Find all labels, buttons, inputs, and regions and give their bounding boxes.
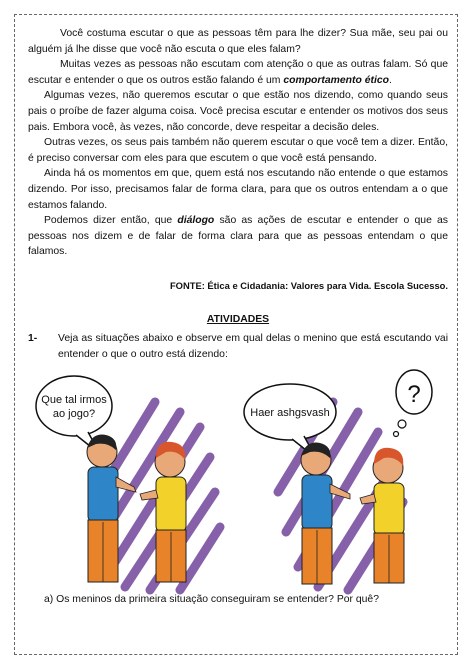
paragraph-6-text: Podemos dizer então, que xyxy=(44,215,178,227)
source-citation: FONTE: Ética e Cidadania: Valores para Vida. Escola Sucesso. xyxy=(169,279,448,291)
paragraph-2-text: Muitas vezes as pessoas não escutam com atenção o que as outras falam. Só que escutar e entender o que os outros estão falando é um xyxy=(28,59,448,86)
paragraph-1 xyxy=(28,26,448,57)
paragraph-2 xyxy=(28,57,448,88)
thought-bubble xyxy=(394,370,433,437)
paragraph-4-text: Outras vezes, os seus pais também não querem escutar o que você tem a dizer. Então, é preciso conversar com eles para que escutem o que você está pensando. xyxy=(28,137,448,164)
paragraph-3 xyxy=(28,88,448,135)
question-1-text: Veja as situações abaixo e observe em qual delas o menino que está escutando vai entender o que o outro está dizendo: xyxy=(58,333,448,360)
bubble-left-line-2: ao jogo? xyxy=(52,408,96,420)
paragraph-5-text: Ainda há os momentos em que, quem está nos escutando não entende o que estamos dizendo. Por isso, precisamos falar de forma clara, para que os outros entendam a o que estamos falando. xyxy=(28,168,448,211)
scene-understanding xyxy=(30,372,235,592)
question-mark: ? xyxy=(407,381,421,408)
ethical-behavior-term: comportamento ético xyxy=(283,74,389,86)
paragraph-2-end: . xyxy=(388,74,392,86)
paragraph-4 xyxy=(28,135,448,166)
paragraph-6-end: são as ações de escutar e entender o que as pessoas nos dizem e de falar de forma clara para que as pessoas entendam o que falamos. xyxy=(28,215,448,258)
question-a: a) Os meninos da primeira situação conseguiram se entender? Por quê? xyxy=(44,594,379,605)
paragraph-6 xyxy=(28,213,448,260)
dialogue-term: diálogo xyxy=(177,215,215,227)
scene-not-understanding xyxy=(238,372,443,592)
question-1-number: 1- xyxy=(28,333,38,345)
scene-not-understanding-illustration xyxy=(238,372,443,592)
boy-speaking-blue xyxy=(301,443,350,584)
question-1 xyxy=(28,331,448,362)
boy-speaking-blue xyxy=(87,435,136,582)
paragraph-5 xyxy=(28,166,448,213)
scene-understanding-illustration xyxy=(30,372,235,592)
document-body xyxy=(28,26,448,362)
paragraph-1-text: Você costuma escutar o que as pessoas têm para lhe dizer? Sua mãe, seu pai ou alguém já lhe disse que você não escuta o que eles falam? xyxy=(28,28,448,55)
paragraph-3-text: Algumas vezes, não queremos escutar o que estão nos dizendo, como quando seus pais o proíbe de fazer alguma coisa. Você precisa escutar e entender os motivos dos seus pais. Embora você, às vezes, não concorde, deve respeitar a decisão deles. xyxy=(28,90,448,133)
illustration-area xyxy=(30,372,450,592)
bubble-left-line-1: Que tal irmos xyxy=(41,394,107,406)
bubble-right-text: Haer ashgsvash xyxy=(250,407,330,419)
activities-title: ATIVIDADES xyxy=(206,313,270,325)
